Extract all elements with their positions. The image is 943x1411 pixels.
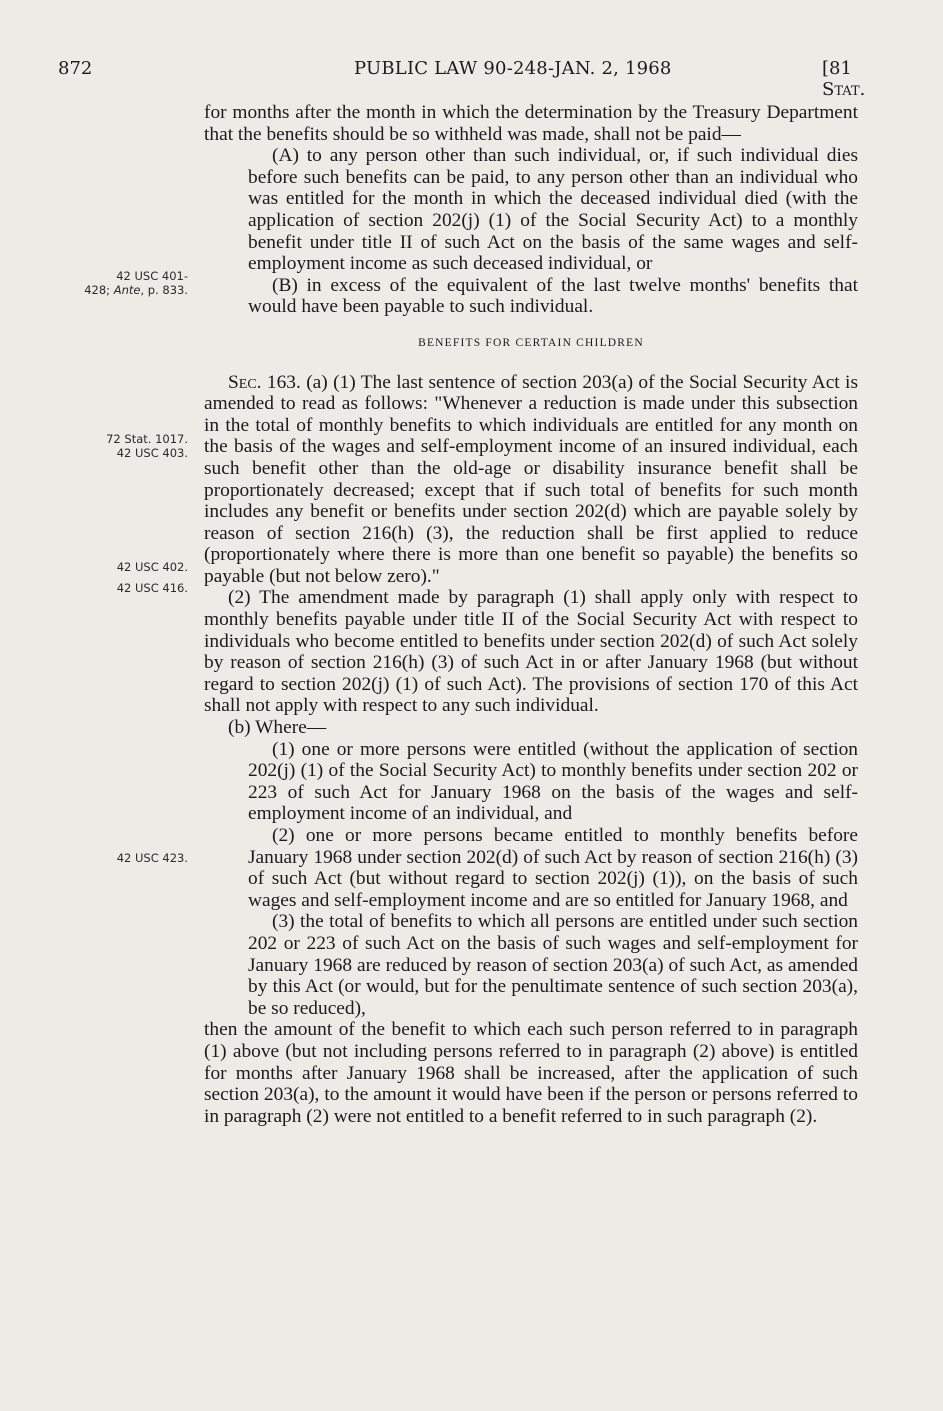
body-text [204,102,858,1127]
subparagraph-a: (A) to any person other than such individual, or, if such individual dies before such benefits can be paid, to any person other than an individual who was entitled for the month in which the deceased individual died (with the application of section 202(j) (1) of the Social Security Act) to a monthly benefit under title II of such Act on the basis of the same wages and self-employment income as such deceased individual, or [248,145,858,275]
paragraph-b: (b) Where— [228,717,327,739]
margin-note-stat-1017 [48,432,188,460]
paragraph-continued: for months after the month in which the determination by the Treasury Department that the benefits should be so withheld was made, shall not be paid— [204,102,858,145]
margin-note-text: , p. 833. [140,283,188,297]
margin-note-usc-401 [48,269,188,297]
margin-note-usc-402: 42 USC 402. [116,560,188,574]
running-title: PUBLIC LAW 90-248-JAN. 2, 1968 [354,58,672,79]
paragraph-b3: (3) the total of benefits to which all persons are entitled under such section 202 or 223 of such Act on the basis of such wages and self-employment for January 1968 are reduced by reason of section 203(a) of such Act, as amended by this Act (or would, but for the penultimate sentence of such section 203(a), be so reduced), [248,911,858,1019]
page-number: 872 [58,58,93,79]
margin-note-usc-423: 42 USC 423. [116,851,188,865]
paragraph-b1: (1) one or more persons were entitled (without the application of section 202(j) (1) of the Social Security Act) to monthly benefits under section 202 or 223 of such Act for January 1968 on the basis of the wages and self-employment income of an individual, and [248,738,858,825]
margin-note-line: 42 USC 403. [116,446,188,460]
statute-reference [822,58,868,100]
paragraph-conclusion: then the amount of the benefit to which each such person referred to in paragraph (1) above (but not including persons referred to in paragraph (2) above) is entitled for months after January 1968 shall be increased, after the application of such section 203(a), to the amount it would have been if the person or persons referred to in paragraph (2) were not entitled to a benefit referred to in such paragraph (2). [204,1019,858,1127]
stat-label: Stat. [822,79,866,100]
section-label: Sec. 163. [228,371,301,393]
paragraph-b2: (2) one or more persons became entitled to monthly benefits before January 1968 under section 202(d) of such Act by reason of section 216(h) (3) of such Act (but without regard to section 202(j) (1)), on the basis of such wages and self-employment income and are so entitled for January 1968, and [248,825,858,911]
margin-note-line [48,283,188,297]
stat-prefix: [81 [822,58,852,79]
page-header [58,58,868,100]
margin-note-line: 42 USC 401- [116,269,188,283]
section-text: (a) (1) The last sentence of section 203(a) of the Social Security Act is amended to read as follows: "Whenever a reduction is made under this subsection in the total of monthly benefits to which individuals are entitled for any month on the basis of the wages and self-employment income of an insured individual, each such benefit other than the old-age or disability insurance benefit shall be proportionately decreased; except that if such total of benefits for such month includes any benefit or benefits under section 202(d) which are payable solely by reason of section 216(h) (3), the reduction shall be first applied to reduce (proportionately where there is more than one benefit so payable) the benefits so payable (but not below zero)." [204,371,858,587]
margin-note-italic: Ante [113,283,141,297]
paragraph-a2: (2) The amendment made by paragraph (1) shall apply only with respect to monthly benefits payable under title II of the Social Security Act with respect to individuals who become entitled to benefits under section 202(d) of such Act solely by reason of section 216(h) (3) of such Act in or after January 1968 (but without regard to section 202(j) (1) of such Act). The provisions of section 170 of this Act shall not apply with respect to any such individual. [204,587,858,717]
section-163-a1 [204,372,858,588]
subparagraph-b: (B) in excess of the equivalent of the last twelve months' benefits that would have been payable to such individual. [248,274,858,318]
margin-note-usc-416: 42 USC 416. [116,581,188,595]
margin-note-line: 72 Stat. 1017. [106,432,188,446]
section-heading: BENEFITS FOR CERTAIN CHILDREN [418,336,644,349]
margin-note-text: 428; [84,283,114,297]
